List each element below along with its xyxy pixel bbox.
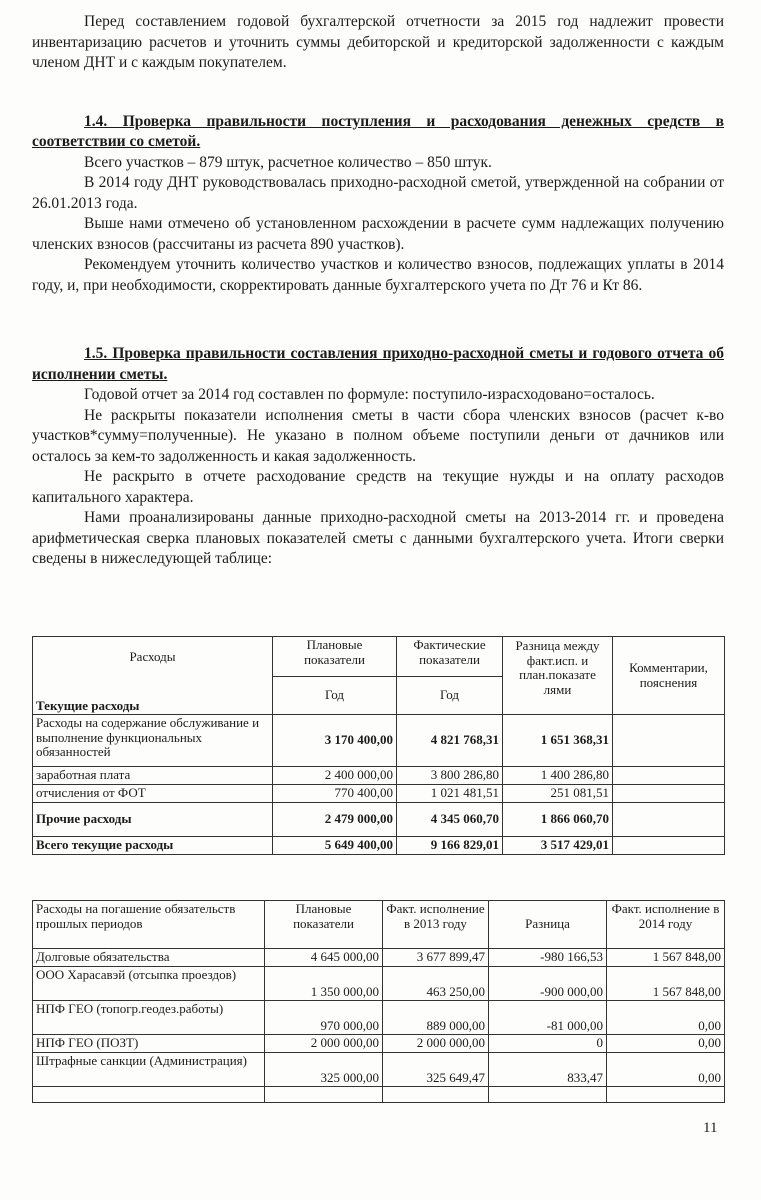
row-name: отчисления от ФОТ [33, 785, 273, 803]
row-name: НПФ ГЕО (топогр.геодез.работы) [33, 1001, 265, 1035]
row-plan: 970 000,00 [265, 1001, 383, 1035]
section-1-5-paragraph: Нами проанализированы данные приходно-расходной сметы на 2013-2014 гг. и проведена арифметическая сверка плановых показателей сметы с данными бухгалтерского учета. Итоги сверки сведены в нижеследующей таблице: [32, 509, 724, 567]
row-fact: 4 345 060,70 [397, 803, 503, 837]
row-fact: 3 800 286,80 [397, 767, 503, 785]
header-year-fact: Год [397, 677, 503, 715]
row-diff: 3 517 429,01 [503, 837, 613, 855]
table-row [33, 1053, 725, 1087]
section-1-5-paragraph: Не раскрыты показатели исполнения сметы в части сбора членских взносов (расчет к-во участков*сумму=полученные). Не указано в полном объеме поступили деньги от дачников или осталось за кем-то задолженность и какая задолженность. [32, 406, 724, 465]
header-difference: Разница [489, 901, 607, 949]
row-name: Расходы на содержание обслуживание и выполнение функциональных обязанностей [33, 715, 273, 767]
table-row-empty [33, 1087, 725, 1103]
past-obligations-table [32, 900, 725, 1103]
table-row [33, 715, 725, 767]
row-diff: -980 166,53 [489, 949, 607, 967]
section-1-4-paragraph: Выше нами отмечено об установленном расхождении в расчете сумм надлежащих получению членских взносов (рассчитаны из расчета 890 участков). [32, 215, 724, 253]
row-plan: 4 645 000,00 [265, 949, 383, 967]
section-1-4-paragraph: Рекомендуем уточнить количество участков и количество взносов, подлежащих уплаты в 2014 году, и, при необходимости, скорректировать данные бухгалтерского учета по Дт 76 и Кт 86. [32, 256, 724, 294]
table-row [33, 767, 725, 785]
row-diff: 251 081,51 [503, 785, 613, 803]
row-plan: 5 649 400,00 [273, 837, 397, 855]
row-comment [613, 785, 725, 803]
document-page [32, 12, 724, 1085]
row-fact-2014: 0,00 [607, 1001, 725, 1035]
section-1-4-heading: 1.4. Проверка правильности поступления и расходования денежных средств в соответствии со сметой. [32, 112, 724, 150]
row-plan: 2 400 000,00 [273, 767, 397, 785]
row-comment [613, 803, 725, 837]
page-number: 11 [703, 1120, 718, 1136]
table-row [33, 785, 725, 803]
table-row [33, 1001, 725, 1035]
header-expenses: Расходы [33, 637, 273, 677]
row-comment [613, 837, 725, 855]
intro-paragraph: Перед составлением годовой бухгалтерской отчетности за 2015 год надлежит провести инвентаризацию расчетов и уточнить суммы дебиторской и кредиторской задолженности с каждым членом ДНТ и с каждым покупателем. [32, 13, 724, 71]
header-current-expenses: Текущие расходы [33, 677, 273, 715]
row-diff: 0 [489, 1035, 607, 1053]
table-row [33, 1035, 725, 1053]
header-difference: Разница между факт.исп. и план.показате лями [503, 637, 613, 715]
section-1-4-paragraph: Всего участков – 879 штук, расчетное количество – 850 штук. [84, 153, 492, 171]
row-plan: 3 170 400,00 [273, 715, 397, 767]
row-name: НПФ ГЕО (ПОЗТ) [33, 1035, 265, 1053]
row-fact-2013: 3 677 899,47 [383, 949, 489, 967]
header-fact: Фактические показатели [397, 637, 503, 677]
row-name: Долговые обязательства [33, 949, 265, 967]
row-plan: 2 479 000,00 [273, 803, 397, 837]
table-row [33, 837, 725, 855]
row-diff: 1 651 368,31 [503, 715, 613, 767]
table-row [33, 803, 725, 837]
row-diff: 1 866 060,70 [503, 803, 613, 837]
row-fact: 1 021 481,51 [397, 785, 503, 803]
section-1-5-heading: 1.5. Проверка правильности составления приходно-расходной сметы и годового отчета об исполнении сметы. [32, 345, 724, 383]
row-diff: -81 000,00 [489, 1001, 607, 1035]
section-1-4-paragraph: В 2014 году ДНТ руководствовалась приходно-расходной сметой, утвержденной на собрании от 26.01.2013 года. [32, 174, 724, 212]
row-fact-2013: 325 649,47 [383, 1053, 489, 1087]
row-fact-2014: 0,00 [607, 1053, 725, 1087]
header-past-expenses: Расходы на погашение обязательств прошлых периодов [33, 901, 265, 949]
row-diff: 833,47 [489, 1053, 607, 1087]
row-name: заработная плата [33, 767, 273, 785]
row-fact: 9 166 829,01 [397, 837, 503, 855]
row-diff: 1 400 286,80 [503, 767, 613, 785]
row-fact-2014: 0,00 [607, 1035, 725, 1053]
header-fact-2014: Факт. исполнение в 2014 году [607, 901, 725, 949]
current-expenses-table [32, 636, 725, 855]
row-fact-2014: 1 567 848,00 [607, 967, 725, 1001]
row-plan: 325 000,00 [265, 1053, 383, 1087]
section-1-5-paragraph: Годовой отчет за 2014 год составлен по формуле: поступило-израсходовано=осталось. [84, 386, 655, 403]
row-fact: 4 821 768,31 [397, 715, 503, 767]
section-1-5-paragraph: Не раскрыто в отчете расходование средств на текущие нужды и на оплату расходов капитального характера. [32, 468, 724, 506]
header-comments: Комментарии, пояснения [613, 637, 725, 715]
row-plan: 770 400,00 [273, 785, 397, 803]
row-comment [613, 767, 725, 785]
table-row [33, 967, 725, 1001]
row-name: ООО Харасавэй (отсыпка проездов) [33, 967, 265, 1001]
header-plan: Плановые показатели [265, 901, 383, 949]
row-name: Всего текущие расходы [33, 837, 273, 855]
row-fact-2013: 2 000 000,00 [383, 1035, 489, 1053]
row-plan: 2 000 000,00 [265, 1035, 383, 1053]
row-fact-2013: 889 000,00 [383, 1001, 489, 1035]
header-plan: Плановые показатели [273, 637, 397, 677]
header-fact-2013: Факт. исполнение в 2013 году [383, 901, 489, 949]
row-name: Штрафные санкции (Администрация) [33, 1053, 265, 1087]
row-fact-2014: 1 567 848,00 [607, 949, 725, 967]
header-year-plan: Год [273, 677, 397, 715]
table-row [33, 949, 725, 967]
row-fact-2013: 463 250,00 [383, 967, 489, 1001]
row-plan: 1 350 000,00 [265, 967, 383, 1001]
row-comment [613, 715, 725, 767]
row-name: Прочие расходы [33, 803, 273, 837]
row-diff: -900 000,00 [489, 967, 607, 1001]
